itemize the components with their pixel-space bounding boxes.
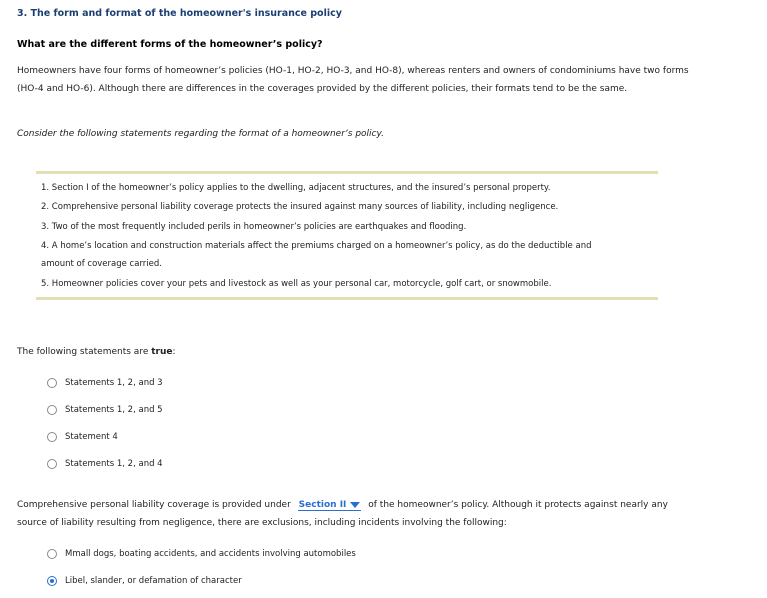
option-label: Statements 1, 2, and 5: [65, 405, 163, 415]
option-label: Statements 1, 2, and 3: [65, 378, 163, 388]
radio-button[interactable]: [47, 549, 57, 559]
statement-4: 4. A home’s location and construction materials affect the premiums charged on a homeowner’s policy, as do the deductible and: [41, 241, 592, 251]
option-statements-123[interactable]: [47, 376, 163, 390]
option-statements-124[interactable]: [47, 457, 163, 471]
statement-2: 2. Comprehensive personal liability coverage protects the insured against many sources of liability, including negligence.: [41, 202, 559, 212]
option-label: Statement 4: [65, 432, 118, 442]
statement-5: 5. Homeowner policies cover your pets and livestock as well as your personal car, motorcycle, golf cart, or snowmobile.: [41, 279, 552, 289]
option-label: Libel, slander, or defamation of character: [65, 576, 242, 586]
option-label: Mmall dogs, boating accidents, and accidents involving automobiles: [65, 549, 356, 559]
option-statements-125[interactable]: [47, 403, 163, 417]
statement-3: 3. Two of the most frequently included perils in homeowner’s policies are earthquakes and flooding.: [41, 222, 467, 232]
option-libel-slander[interactable]: [47, 574, 242, 588]
statement-4-cont: amount of coverage carried.: [41, 259, 162, 269]
option-label: Statements 1, 2, and 4: [65, 459, 163, 469]
option-statement-4[interactable]: [47, 430, 118, 444]
liability-line-2: source of liability resulting from negligence, there are exclusions, including incidents involving the following:: [17, 518, 507, 528]
radio-button[interactable]: [47, 405, 57, 415]
intro-line-1: Homeowners have four forms of homeowner’s policies (HO-1, HO-2, HO-3, and HO-8), whereas renters and owners of condominiums have two forms: [17, 66, 689, 76]
question-heading: What are the different forms of the homeowner’s policy?: [17, 39, 323, 50]
liability-line-1: Comprehensive personal liability coverage is provided under Section II of the homeowner’s policy. Although it protects against nearly any: [17, 500, 668, 510]
option-mmall-dogs[interactable]: [47, 547, 356, 561]
radio-button-selected[interactable]: [47, 576, 57, 586]
consider-text: Consider the following statements regarding the format of a homeowner’s policy.: [17, 129, 384, 139]
radio-button[interactable]: [47, 432, 57, 442]
intro-line-2: (HO-4 and HO-6). Although there are differences in the coverages provided by the different policies, their formats tend to be the same.: [17, 84, 628, 94]
true-prompt: The following statements are true:: [17, 347, 176, 357]
radio-button[interactable]: [47, 459, 57, 469]
page-title: 3. The form and format of the homeowner's insurance policy: [17, 8, 342, 19]
section-dropdown[interactable]: Section II: [298, 500, 362, 511]
statement-1: 1. Section I of the homeowner’s policy applies to the dwelling, adjacent structures, and the insured’s personal property.: [41, 183, 551, 193]
radio-button[interactable]: [47, 378, 57, 388]
chevron-down-icon: [350, 502, 360, 508]
